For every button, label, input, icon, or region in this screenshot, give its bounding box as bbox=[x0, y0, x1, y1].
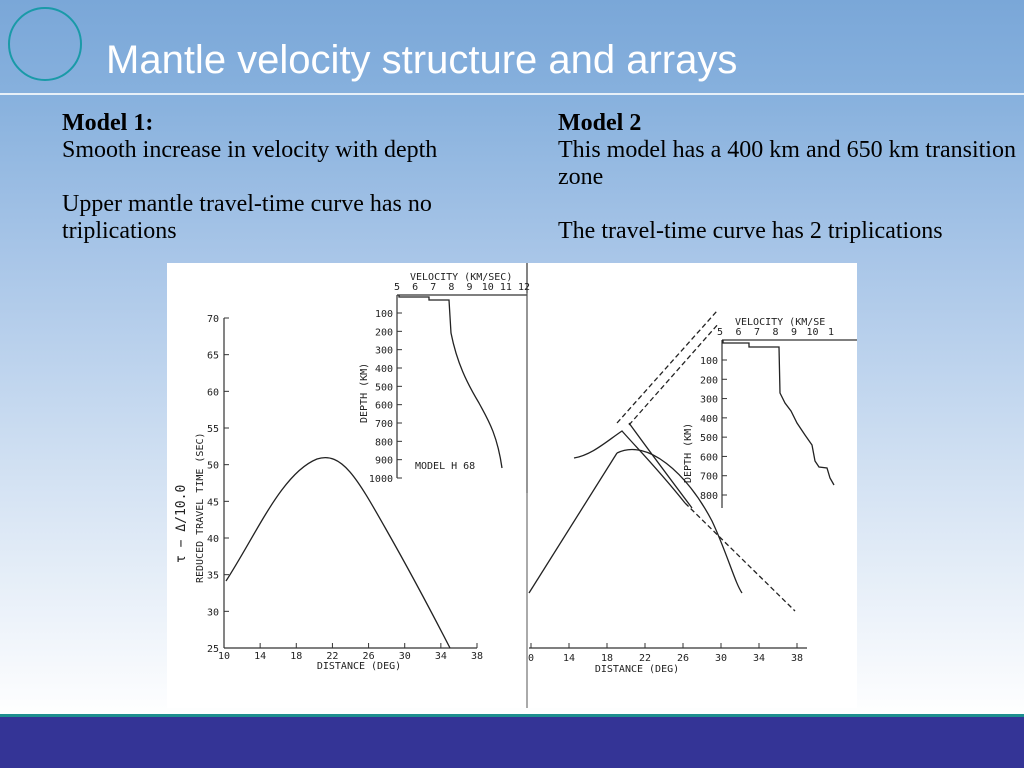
left-y-tick-label: 60 bbox=[206, 387, 219, 399]
left-inset-depth-tick-label: 100 bbox=[374, 309, 393, 320]
left-y-tick-label: 45 bbox=[206, 497, 219, 509]
left-inset-velocity-tick-label: 8 bbox=[448, 282, 455, 293]
right-velocity-inset bbox=[683, 317, 857, 508]
left-inset-depth-tick-label: 500 bbox=[374, 382, 393, 394]
logo-circle bbox=[8, 7, 82, 81]
right-inset-velocity-tick-label: 8 bbox=[772, 327, 779, 338]
left-y-axis-symbol: τ − Δ/10.0 bbox=[174, 484, 189, 563]
left-inset-depth-tick-label: 300 bbox=[374, 345, 393, 357]
right-inset-depth-tick-label: 600 bbox=[699, 452, 718, 464]
left-inset-velocity-tick-label: 5 bbox=[393, 282, 401, 293]
left-inset-velocity-tick-label: 6 bbox=[412, 282, 419, 293]
model-1-note: Upper mantle travel-time curve has no triplications bbox=[62, 191, 432, 244]
model-2-dashed-branch-upper bbox=[617, 311, 717, 423]
left-inset-velocity-tick-label: 9 bbox=[466, 282, 473, 293]
left-inset-depth-label: DEPTH (KM) bbox=[359, 362, 370, 423]
left-y-tick-label: 25 bbox=[206, 644, 219, 655]
right-inset-depth-tick-label: 300 bbox=[699, 394, 718, 406]
model-2-description: This model has a 400 km and 650 km transition zone bbox=[558, 137, 1016, 190]
right-inset-depth-tick-label: 100 bbox=[699, 356, 718, 367]
left-x-axis-label: DISTANCE (DEG) bbox=[316, 661, 402, 672]
left-y-tick-label: 55 bbox=[206, 424, 219, 435]
left-inset-velocity-tick-label: 10 bbox=[481, 282, 494, 293]
left-y-tick-label: 40 bbox=[206, 534, 219, 545]
right-x-tick-label: 14 bbox=[562, 653, 576, 664]
right-inset-velocity-ticks bbox=[717, 327, 834, 338]
left-inset-model-label: MODEL H 68 bbox=[415, 461, 476, 472]
right-inset-title: VELOCITY (KM/SE bbox=[735, 317, 826, 328]
left-x-ticks bbox=[218, 643, 483, 662]
left-x-tick-label: 38 bbox=[470, 651, 484, 662]
left-velocity-inset bbox=[359, 263, 530, 493]
left-inset-depth-tick-label: 800 bbox=[374, 437, 393, 449]
right-x-tick-label: 18 bbox=[600, 653, 614, 664]
title-divider bbox=[0, 93, 1024, 95]
left-y-axis-label: REDUCED TRAVEL TIME (SEC) bbox=[195, 432, 206, 583]
left-x-tick-label: 34 bbox=[434, 651, 447, 662]
travel-time-figure bbox=[167, 263, 857, 708]
right-inset-velocity-tick-label: 6 bbox=[735, 327, 742, 338]
left-y-tick-label: 30 bbox=[206, 607, 219, 619]
footer-bar bbox=[0, 717, 1024, 768]
left-x-tick-label: 14 bbox=[254, 651, 267, 662]
right-plot bbox=[528, 311, 857, 675]
right-inset-depth-tick-label: 200 bbox=[699, 375, 718, 387]
right-x-tick-label: 0 bbox=[527, 653, 535, 664]
right-x-tick-label: 30 bbox=[714, 653, 728, 664]
left-inset-depth-tick-label: 900 bbox=[374, 455, 393, 467]
left-inset-depth-tick-label: 700 bbox=[374, 419, 393, 430]
left-y-ticks bbox=[207, 314, 229, 655]
left-inset-depth-tick-label: 200 bbox=[374, 327, 393, 339]
left-x-tick-label: 10 bbox=[217, 651, 231, 662]
right-inset-velocity-tick-label: 7 bbox=[753, 327, 761, 338]
right-inset-velocity-tick-label: 1 bbox=[827, 327, 835, 338]
left-x-tick-label: 30 bbox=[398, 651, 411, 662]
right-inset-depth-tick-label: 800 bbox=[699, 491, 718, 502]
model-2-column bbox=[558, 110, 1018, 245]
right-inset-depth-tick-label: 400 bbox=[699, 413, 718, 425]
left-inset-velocity-ticks bbox=[394, 282, 530, 293]
left-x-tick-label: 18 bbox=[290, 651, 303, 662]
model-1-description: Smooth increase in velocity with depth bbox=[62, 137, 438, 163]
model-1-travel-time-curve bbox=[226, 455, 450, 648]
left-y-tick-label: 65 bbox=[206, 350, 219, 362]
right-inset-velocity-tick-label: 5 bbox=[716, 327, 724, 338]
left-inset-depth-tick-label: 1000 bbox=[368, 474, 393, 485]
left-y-tick-label: 35 bbox=[206, 570, 219, 582]
slide-title: Mantle velocity structure and arrays bbox=[106, 38, 738, 82]
model-2-velocity-profile bbox=[723, 340, 834, 485]
right-inset-depth-ticks bbox=[700, 356, 727, 502]
left-y-tick-label: 70 bbox=[206, 314, 219, 325]
model-2-first-branch bbox=[529, 453, 617, 593]
model-2-dashed-branch-upper-2 bbox=[629, 323, 719, 425]
right-x-tick-label: 38 bbox=[790, 653, 804, 664]
model-1-velocity-profile bbox=[399, 295, 502, 468]
model-2-triplication-loop bbox=[574, 431, 685, 503]
right-x-tick-label: 34 bbox=[752, 653, 766, 664]
model-2-second-branch bbox=[617, 449, 742, 593]
right-x-tick-label: 26 bbox=[676, 653, 690, 664]
model-2-dashed-branch-lower bbox=[685, 503, 795, 611]
model-2-note: The travel-time curve has 2 triplications bbox=[558, 218, 943, 244]
model-1-heading: Model 1: bbox=[62, 110, 154, 136]
left-inset-velocity-tick-label: 12 bbox=[517, 282, 531, 293]
right-x-tick-label: 22 bbox=[638, 653, 652, 664]
left-x-tick-label: 26 bbox=[362, 651, 375, 662]
right-inset-depth-tick-label: 500 bbox=[699, 433, 718, 445]
model-2-heading: Model 2 bbox=[558, 110, 642, 136]
left-inset-velocity-tick-label: 11 bbox=[499, 282, 512, 293]
right-x-axis-label: DISTANCE (DEG) bbox=[594, 664, 680, 675]
right-inset-depth-tick-label: 700 bbox=[699, 471, 718, 483]
right-inset-velocity-tick-label: 9 bbox=[790, 327, 798, 338]
left-inset-title: VELOCITY (KM/SEC) bbox=[410, 272, 513, 283]
left-y-tick-label: 50 bbox=[206, 460, 219, 472]
left-inset-velocity-tick-label: 7 bbox=[430, 282, 437, 293]
model-1-column bbox=[62, 110, 532, 245]
travel-time-figure-svg bbox=[167, 263, 857, 708]
left-inset-depth-tick-label: 600 bbox=[374, 400, 393, 412]
right-inset-depth-label: DEPTH (KM) bbox=[683, 422, 694, 483]
left-inset-depth-tick-label: 400 bbox=[374, 364, 393, 375]
left-plot bbox=[174, 263, 530, 672]
left-x-tick-label: 22 bbox=[326, 651, 339, 662]
right-inset-velocity-tick-label: 10 bbox=[806, 327, 819, 338]
right-x-ticks bbox=[528, 643, 803, 664]
